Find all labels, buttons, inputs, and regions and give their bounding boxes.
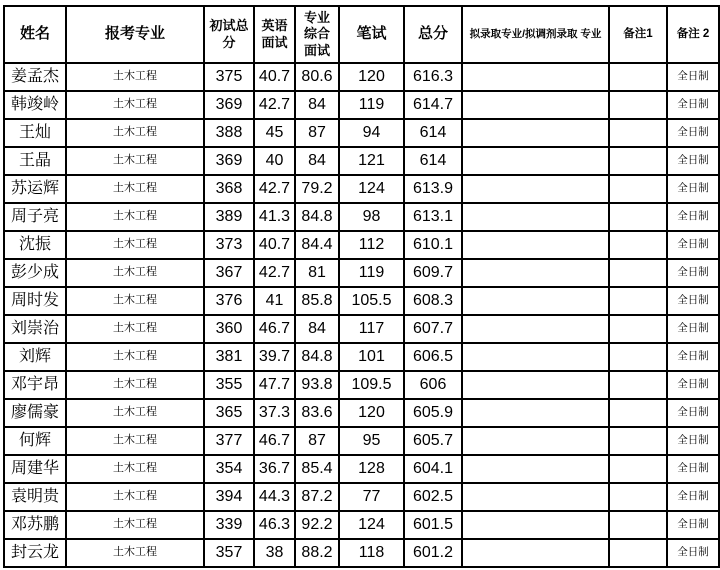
cell-note2: 全日制 [667, 91, 719, 119]
column-header-written-test: 笔试 [339, 6, 404, 63]
table-row [4, 147, 719, 175]
cell-note1 [609, 203, 667, 231]
cell-note1 [609, 455, 667, 483]
column-header-note2: 备注 2 [667, 6, 719, 63]
cell-written-test: 98 [339, 203, 404, 231]
cell-written-test: 120 [339, 63, 404, 91]
cell-comprehensive-interview: 85.4 [295, 455, 339, 483]
cell-major: 土木工程 [66, 343, 204, 371]
cell-major: 土木工程 [66, 231, 204, 259]
admission-results-table [3, 5, 720, 568]
cell-initial-total: 388 [204, 119, 254, 147]
cell-initial-total: 360 [204, 315, 254, 343]
table-row [4, 175, 719, 203]
cell-initial-total: 375 [204, 63, 254, 91]
cell-name: 周时发 [4, 287, 66, 315]
cell-note1 [609, 427, 667, 455]
cell-note2: 全日制 [667, 119, 719, 147]
cell-note1 [609, 287, 667, 315]
table-row [4, 287, 719, 315]
cell-name: 王灿 [4, 119, 66, 147]
cell-admission-major [462, 91, 609, 119]
cell-comprehensive-interview: 79.2 [295, 175, 339, 203]
cell-english-interview: 42.7 [254, 91, 295, 119]
cell-english-interview: 42.7 [254, 259, 295, 287]
cell-total: 616.3 [404, 63, 462, 91]
table-row [4, 315, 719, 343]
cell-name: 苏运辉 [4, 175, 66, 203]
cell-total: 606.5 [404, 343, 462, 371]
cell-initial-total: 354 [204, 455, 254, 483]
cell-written-test: 119 [339, 259, 404, 287]
cell-major: 土木工程 [66, 371, 204, 399]
cell-comprehensive-interview: 84 [295, 147, 339, 175]
cell-major: 土木工程 [66, 175, 204, 203]
column-header-initial-total: 初试总分 [204, 6, 254, 63]
table-row [4, 231, 719, 259]
table-row [4, 259, 719, 287]
cell-major: 土木工程 [66, 203, 204, 231]
cell-name: 刘崇治 [4, 315, 66, 343]
cell-total: 601.2 [404, 539, 462, 567]
cell-name: 廖儒豪 [4, 399, 66, 427]
cell-name: 韩竣岭 [4, 91, 66, 119]
cell-note2: 全日制 [667, 399, 719, 427]
cell-admission-major [462, 287, 609, 315]
cell-english-interview: 46.3 [254, 511, 295, 539]
cell-total: 606 [404, 371, 462, 399]
table-row [4, 371, 719, 399]
cell-note2: 全日制 [667, 343, 719, 371]
column-header-note1: 备注1 [609, 6, 667, 63]
column-header-comprehensive-interview: 专业综合面试 [295, 6, 339, 63]
cell-comprehensive-interview: 84.4 [295, 231, 339, 259]
cell-note1 [609, 119, 667, 147]
column-header-name: 姓名 [4, 6, 66, 63]
cell-name: 封云龙 [4, 539, 66, 567]
cell-english-interview: 38 [254, 539, 295, 567]
cell-name: 袁明贵 [4, 483, 66, 511]
column-header-major: 报考专业 [66, 6, 204, 63]
cell-admission-major [462, 315, 609, 343]
cell-admission-major [462, 119, 609, 147]
cell-admission-major [462, 343, 609, 371]
cell-total: 607.7 [404, 315, 462, 343]
cell-comprehensive-interview: 87 [295, 427, 339, 455]
cell-major: 土木工程 [66, 399, 204, 427]
table-row [4, 91, 719, 119]
cell-initial-total: 339 [204, 511, 254, 539]
cell-major: 土木工程 [66, 119, 204, 147]
cell-note1 [609, 91, 667, 119]
cell-note2: 全日制 [667, 427, 719, 455]
cell-note2: 全日制 [667, 147, 719, 175]
cell-written-test: 105.5 [339, 287, 404, 315]
table-row [4, 203, 719, 231]
cell-total: 602.5 [404, 483, 462, 511]
table-body [4, 63, 719, 567]
cell-written-test: 128 [339, 455, 404, 483]
cell-comprehensive-interview: 87.2 [295, 483, 339, 511]
table-row [4, 427, 719, 455]
cell-total: 613.1 [404, 203, 462, 231]
cell-comprehensive-interview: 84 [295, 91, 339, 119]
cell-english-interview: 41 [254, 287, 295, 315]
cell-written-test: 77 [339, 483, 404, 511]
cell-english-interview: 39.7 [254, 343, 295, 371]
cell-note2: 全日制 [667, 539, 719, 567]
cell-written-test: 109.5 [339, 371, 404, 399]
cell-major: 土木工程 [66, 147, 204, 175]
cell-major: 土木工程 [66, 315, 204, 343]
column-header-admission-major: 拟录取专业/拟调剂录取 专业 [462, 6, 609, 63]
cell-english-interview: 46.7 [254, 315, 295, 343]
column-header-english-interview: 英语面试 [254, 6, 295, 63]
cell-written-test: 95 [339, 427, 404, 455]
cell-major: 土木工程 [66, 511, 204, 539]
cell-note2: 全日制 [667, 203, 719, 231]
cell-admission-major [462, 399, 609, 427]
cell-name: 彭少成 [4, 259, 66, 287]
cell-total: 610.1 [404, 231, 462, 259]
cell-note1 [609, 483, 667, 511]
column-header-total: 总分 [404, 6, 462, 63]
cell-written-test: 124 [339, 511, 404, 539]
cell-note2: 全日制 [667, 231, 719, 259]
cell-note1 [609, 539, 667, 567]
cell-major: 土木工程 [66, 539, 204, 567]
cell-total: 614.7 [404, 91, 462, 119]
cell-note2: 全日制 [667, 371, 719, 399]
cell-written-test: 117 [339, 315, 404, 343]
cell-initial-total: 377 [204, 427, 254, 455]
cell-english-interview: 40 [254, 147, 295, 175]
cell-comprehensive-interview: 84.8 [295, 203, 339, 231]
cell-admission-major [462, 231, 609, 259]
cell-note2: 全日制 [667, 483, 719, 511]
cell-admission-major [462, 483, 609, 511]
cell-note1 [609, 175, 667, 203]
table-row [4, 119, 719, 147]
cell-name: 邓苏鹏 [4, 511, 66, 539]
cell-comprehensive-interview: 87 [295, 119, 339, 147]
cell-note2: 全日制 [667, 63, 719, 91]
cell-total: 609.7 [404, 259, 462, 287]
cell-written-test: 118 [339, 539, 404, 567]
cell-written-test: 101 [339, 343, 404, 371]
cell-major: 土木工程 [66, 259, 204, 287]
cell-major: 土木工程 [66, 63, 204, 91]
table-row [4, 63, 719, 91]
table-row [4, 539, 719, 567]
cell-total: 601.5 [404, 511, 462, 539]
cell-note2: 全日制 [667, 175, 719, 203]
cell-admission-major [462, 175, 609, 203]
cell-admission-major [462, 63, 609, 91]
cell-note1 [609, 231, 667, 259]
cell-admission-major [462, 427, 609, 455]
cell-major: 土木工程 [66, 287, 204, 315]
header-row [4, 6, 719, 63]
cell-admission-major [462, 511, 609, 539]
table-row [4, 399, 719, 427]
cell-initial-total: 369 [204, 91, 254, 119]
table-header [4, 6, 719, 63]
cell-note1 [609, 63, 667, 91]
cell-admission-major [462, 259, 609, 287]
cell-written-test: 94 [339, 119, 404, 147]
cell-english-interview: 45 [254, 119, 295, 147]
cell-english-interview: 42.7 [254, 175, 295, 203]
cell-name: 周建华 [4, 455, 66, 483]
cell-name: 沈振 [4, 231, 66, 259]
table-row [4, 511, 719, 539]
cell-initial-total: 368 [204, 175, 254, 203]
cell-initial-total: 389 [204, 203, 254, 231]
cell-note1 [609, 315, 667, 343]
cell-comprehensive-interview: 80.6 [295, 63, 339, 91]
cell-total: 608.3 [404, 287, 462, 315]
cell-note2: 全日制 [667, 287, 719, 315]
cell-major: 土木工程 [66, 455, 204, 483]
cell-initial-total: 373 [204, 231, 254, 259]
cell-english-interview: 40.7 [254, 63, 295, 91]
cell-total: 614 [404, 147, 462, 175]
cell-initial-total: 381 [204, 343, 254, 371]
cell-total: 604.1 [404, 455, 462, 483]
cell-total: 605.7 [404, 427, 462, 455]
cell-admission-major [462, 147, 609, 175]
cell-english-interview: 36.7 [254, 455, 295, 483]
cell-initial-total: 369 [204, 147, 254, 175]
table-row [4, 483, 719, 511]
cell-comprehensive-interview: 84 [295, 315, 339, 343]
cell-written-test: 124 [339, 175, 404, 203]
cell-name: 何辉 [4, 427, 66, 455]
cell-note2: 全日制 [667, 455, 719, 483]
cell-comprehensive-interview: 84.8 [295, 343, 339, 371]
cell-initial-total: 357 [204, 539, 254, 567]
cell-initial-total: 355 [204, 371, 254, 399]
cell-note2: 全日制 [667, 511, 719, 539]
cell-comprehensive-interview: 92.2 [295, 511, 339, 539]
cell-english-interview: 44.3 [254, 483, 295, 511]
cell-initial-total: 367 [204, 259, 254, 287]
cell-english-interview: 40.7 [254, 231, 295, 259]
table-row [4, 455, 719, 483]
cell-english-interview: 37.3 [254, 399, 295, 427]
cell-major: 土木工程 [66, 427, 204, 455]
cell-comprehensive-interview: 83.6 [295, 399, 339, 427]
cell-note1 [609, 259, 667, 287]
cell-name: 姜孟杰 [4, 63, 66, 91]
cell-comprehensive-interview: 88.2 [295, 539, 339, 567]
cell-comprehensive-interview: 93.8 [295, 371, 339, 399]
cell-note1 [609, 147, 667, 175]
cell-english-interview: 46.7 [254, 427, 295, 455]
cell-written-test: 119 [339, 91, 404, 119]
cell-admission-major [462, 371, 609, 399]
cell-initial-total: 376 [204, 287, 254, 315]
cell-total: 605.9 [404, 399, 462, 427]
cell-note1 [609, 343, 667, 371]
cell-admission-major [462, 203, 609, 231]
cell-written-test: 112 [339, 231, 404, 259]
cell-note1 [609, 371, 667, 399]
cell-written-test: 121 [339, 147, 404, 175]
cell-major: 土木工程 [66, 91, 204, 119]
cell-major: 土木工程 [66, 483, 204, 511]
cell-note2: 全日制 [667, 315, 719, 343]
cell-comprehensive-interview: 81 [295, 259, 339, 287]
cell-initial-total: 365 [204, 399, 254, 427]
cell-written-test: 120 [339, 399, 404, 427]
cell-note2: 全日制 [667, 259, 719, 287]
cell-name: 周子亮 [4, 203, 66, 231]
cell-english-interview: 47.7 [254, 371, 295, 399]
cell-name: 刘辉 [4, 343, 66, 371]
cell-initial-total: 394 [204, 483, 254, 511]
cell-total: 613.9 [404, 175, 462, 203]
cell-admission-major [462, 539, 609, 567]
cell-english-interview: 41.3 [254, 203, 295, 231]
cell-admission-major [462, 455, 609, 483]
cell-comprehensive-interview: 85.8 [295, 287, 339, 315]
cell-name: 邓宇昂 [4, 371, 66, 399]
cell-note1 [609, 511, 667, 539]
cell-total: 614 [404, 119, 462, 147]
cell-note1 [609, 399, 667, 427]
cell-name: 王晶 [4, 147, 66, 175]
table-row [4, 343, 719, 371]
